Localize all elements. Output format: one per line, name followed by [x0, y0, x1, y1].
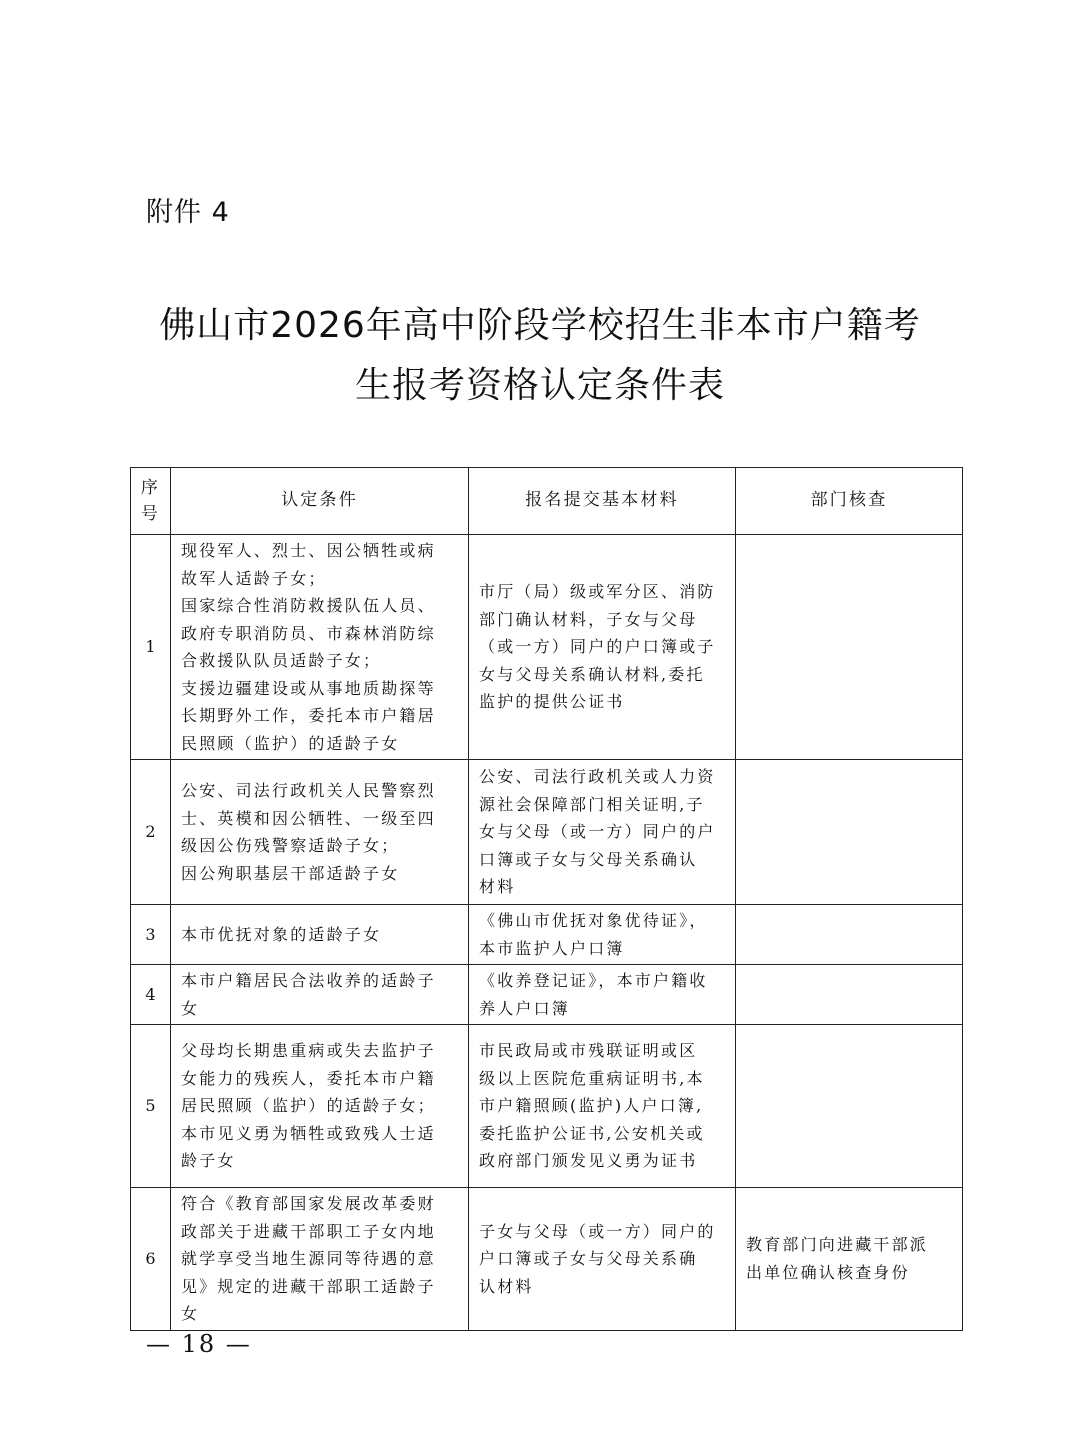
row-materials-line: 口簿或子女与父母关系确认	[479, 849, 698, 869]
table-header-row	[131, 468, 963, 535]
row-condition-line: 本市见义勇为牺牲或致残人士适	[181, 1123, 436, 1143]
row-serial-number: 2	[131, 760, 171, 905]
row-materials-line: 养人户口簿	[479, 998, 571, 1018]
row-review-cell	[736, 1188, 963, 1331]
row-review-cell	[736, 905, 963, 965]
row-condition-line: 故军人适龄子女；	[181, 568, 327, 588]
row-review-line: 出单位确认核查身份	[746, 1262, 910, 1282]
row-condition-cell	[171, 535, 469, 760]
row-materials-cell	[469, 905, 736, 965]
page-title-line-1: 佛山市2026年高中阶段学校招生非本市户籍考	[159, 305, 921, 346]
header-serial-number	[131, 468, 171, 535]
attachment-label: 附件 4	[146, 197, 230, 228]
row-condition-line: 支援边疆建设或从事地质勘探等	[181, 678, 436, 698]
row-materials-line: 本市监护人户口簿	[479, 938, 625, 958]
table-row	[131, 905, 963, 965]
row-materials-line: 《收养登记证》，本市户籍收	[479, 971, 708, 990]
row-condition-line: 本市户籍居民合法收养的适龄子	[181, 971, 436, 990]
row-materials-line: 部门确认材料，子女与父母	[479, 609, 698, 629]
header-condition: 认定条件	[171, 468, 469, 535]
row-condition-line: 父母均长期患重病或失去监护子	[181, 1041, 436, 1061]
header-serial-line-2: 号	[140, 504, 161, 524]
row-materials-cell	[469, 1188, 736, 1331]
row-review-cell	[736, 1025, 963, 1188]
row-condition-line: 符合《教育部国家发展改革委财	[181, 1194, 436, 1213]
row-materials-line: 市户籍照顾(监护)人户口簿,	[479, 1096, 704, 1116]
row-condition-line: 现役军人、烈士、因公牺牲或病	[181, 541, 436, 560]
header-review: 部门核查	[736, 468, 963, 535]
row-condition-cell	[171, 1188, 469, 1331]
eligibility-table	[130, 467, 963, 1331]
row-condition-line: 公安、司法行政机关人民警察烈	[181, 781, 436, 800]
row-condition-line: 本市优抚对象的适龄子女	[181, 924, 382, 944]
row-condition-cell	[171, 760, 469, 905]
row-condition-line: 女	[181, 1304, 200, 1323]
row-materials-cell	[469, 965, 736, 1025]
row-materials-line: 监护的提供公证书	[479, 692, 625, 712]
row-materials-cell	[469, 535, 736, 760]
table-row	[131, 1025, 963, 1188]
row-review-line: 教育部门向进藏干部派	[746, 1235, 929, 1255]
row-review-cell	[736, 535, 963, 760]
row-condition-line: 龄子女	[181, 1151, 236, 1171]
row-condition-line: 居民照顾（监护）的适龄子女；	[181, 1096, 436, 1116]
row-serial-number: 4	[131, 965, 171, 1025]
table-row	[131, 965, 963, 1025]
row-serial-number: 6	[131, 1188, 171, 1331]
row-condition-cell	[171, 965, 469, 1025]
row-condition-line: 级因公伤残警察适龄子女；	[181, 836, 400, 855]
row-condition-line: 长期野外工作，委托本市户籍居	[181, 706, 436, 725]
page-title-line-2: 生报考资格认定条件表	[354, 365, 725, 406]
row-serial-number: 3	[131, 905, 171, 965]
header-materials: 报名提交基本材料	[469, 468, 736, 535]
row-condition-cell	[171, 905, 469, 965]
table-row	[131, 760, 963, 905]
row-materials-line: 政府部门颁发见义勇为证书	[479, 1151, 698, 1171]
row-materials-line: 女与父母关系确认材料,委托	[479, 664, 705, 684]
row-materials-line: 材料	[479, 877, 516, 897]
row-serial-number: 1	[131, 535, 171, 760]
row-materials-line: 户口簿或子女与父母关系确	[479, 1249, 698, 1268]
row-condition-line: 女能力的残疾人，委托本市户籍	[181, 1068, 436, 1088]
row-condition-line: 政部关于进藏干部职工子女内地	[181, 1221, 436, 1241]
page-title	[100, 296, 980, 416]
row-condition-line: 民照顾（监护）的适龄子女	[181, 733, 400, 753]
row-materials-cell	[469, 760, 736, 905]
row-condition-line: 见》规定的进藏干部职工适龄子	[181, 1276, 436, 1296]
row-condition-line: 女	[181, 998, 200, 1018]
table-row	[131, 1188, 963, 1331]
row-condition-line: 因公殉职基层干部适龄子女	[181, 863, 400, 883]
row-materials-line: 女与父母（或一方）同户的户	[479, 822, 716, 842]
row-review-cell	[736, 965, 963, 1025]
table-body	[131, 535, 963, 1331]
row-materials-line: 级以上医院危重病证明书,本	[479, 1068, 705, 1088]
row-materials-line: 子女与父母（或一方）同户的	[479, 1221, 716, 1241]
row-review-cell	[736, 760, 963, 905]
row-materials-line: （或一方）同户的户口簿或子	[479, 637, 716, 657]
row-condition-line: 政府专职消防员、市森林消防综	[181, 623, 436, 643]
header-serial-line-1: 序	[140, 478, 161, 498]
row-materials-line: 认材料	[479, 1276, 534, 1296]
row-condition-line: 国家综合性消防救援队伍人员、	[181, 596, 436, 615]
page-number: — 18 —	[146, 1330, 252, 1358]
row-materials-line: 市厅（局）级或军分区、消防	[479, 582, 716, 602]
row-condition-cell	[171, 1025, 469, 1188]
row-materials-line: 公安、司法行政机关或人力资	[479, 767, 716, 787]
row-materials-line: 委托监护公证书,公安机关或	[479, 1123, 705, 1143]
row-condition-line: 合救援队队员适龄子女；	[181, 651, 382, 670]
table-row	[131, 535, 963, 760]
row-serial-number: 5	[131, 1025, 171, 1188]
row-materials-cell	[469, 1025, 736, 1188]
row-materials-line: 市民政局或市残联证明或区	[479, 1041, 698, 1061]
row-condition-line: 就学享受当地生源同等待遇的意	[181, 1249, 436, 1268]
row-materials-line: 《佛山市优抚对象优待证》，	[479, 911, 708, 930]
row-condition-line: 士、英模和因公牺牲、一级至四	[181, 808, 436, 828]
row-materials-line: 源社会保障部门相关证明,子	[479, 794, 705, 814]
